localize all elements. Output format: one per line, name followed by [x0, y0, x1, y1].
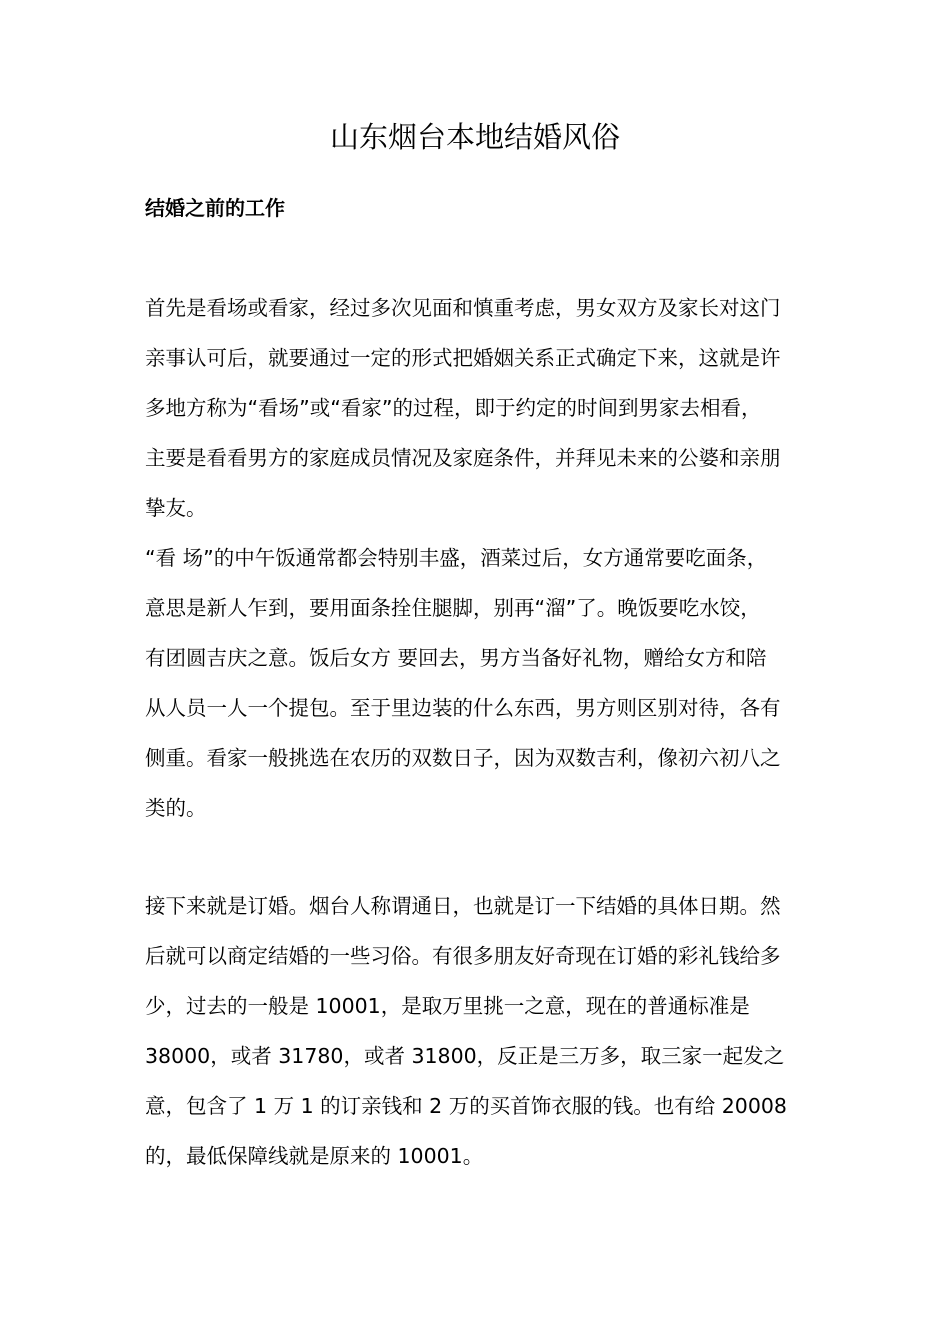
paragraph-line: 侧重。看家一般挑选在农历的双数日子，因为双数吉利，像初六初八之 [145, 746, 781, 770]
paragraph-line: 意思是新人乍到，要用面条拴住腿脚，别再“溜”了。晚饭要吃水饺， [145, 596, 761, 620]
paragraph-line: 从人员一人一个提包。至于里边装的什么东西，男方则区别对待，各有 [145, 696, 781, 720]
paragraph-line: 意，包含了 1 万 1 的订亲钱和 2 万的买首饰衣服的钱。也有给 20008 [145, 1094, 787, 1118]
paragraph-line: “看 场”的中午饭通常都会特别丰盛，酒菜过后，女方通常要吃面条， [145, 546, 768, 570]
paragraph-line: 少，过去的一般是 10001，是取万里挑一之意，现在的普通标准是 [145, 994, 750, 1018]
paragraph-line: 类的。 [145, 796, 207, 820]
paragraph-line: 后就可以商定结婚的一些习俗。有很多朋友好奇现在订婚的彩礼钱给多 [145, 944, 781, 968]
paragraph-line: 首先是看场或看家，经过多次见面和慎重考虑，男女双方及家长对这门 [145, 296, 781, 320]
paragraph-line: 亲事认可后，就要通过一定的形式把婚姻关系正式确定下来，这就是许 [145, 346, 781, 370]
document-title: 山东烟台本地结婚风俗 [329, 120, 620, 154]
paragraph-line: 接下来就是订婚。烟台人称谓通日，也就是订一下结婚的具体日期。然 [145, 894, 781, 918]
paragraph-line: 的，最低保障线就是原来的 10001。 [145, 1144, 484, 1168]
paragraph-line: 挚友。 [145, 496, 207, 520]
paragraph-line: 38000，或者 31780，或者 31800，反正是三万多，取三家一起发之 [145, 1044, 785, 1068]
paragraph-viewing-home [145, 283, 815, 533]
paragraph-viewing-meal [145, 533, 815, 833]
paragraph-line: 有团圆吉庆之意。饭后女方 要回去，男方当备好礼物，赠给女方和陪 [145, 646, 767, 670]
paragraph-line: 主要是看看男方的家庭成员情况及家庭条件，并拜见未来的公婆和亲朋 [145, 446, 781, 470]
paragraph-line: 多地方称为“看场”或“看家”的过程，即于约定的时间到男家去相看， [145, 396, 762, 420]
section-heading: 结婚之前的工作 [145, 196, 285, 220]
paragraph-engagement [145, 881, 815, 1181]
